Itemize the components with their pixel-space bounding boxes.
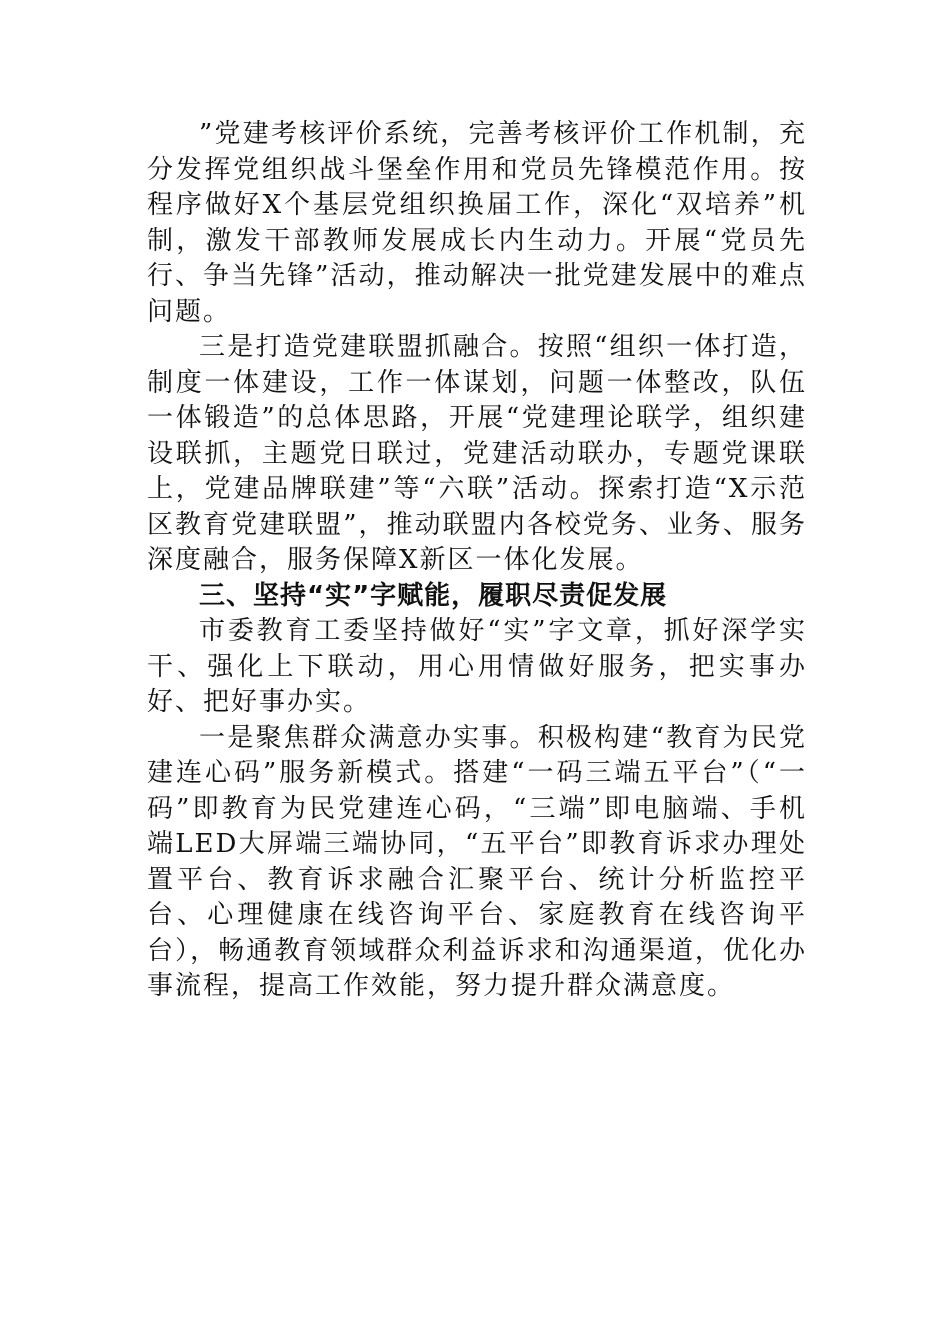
section-heading: 三、坚持“实”字赋能，履职尽责促发展 [199,580,668,611]
paragraph-party-evaluation: ”党建考核评价系统，完善考核评价工作机制，充分发挥党组织战斗堡垒作用和党员先锋模范作用。按程序做好X个基层党组织换届工作，深化“双培养”机制，激发干部教师发展成长内生动力。开展“党员先行、争当先锋”活动，推动解决一批党建发展中的难点问题。 [147,119,807,327]
paragraph-practical-affairs: 一是聚焦群众满意办实事。积极构建“教育为民党建连心码”服务新模式。搭建“一码三端五平台”（“一码”即教育为民党建连心码，“三端”即电脑端、手机端LED大屏端三端协同，“五平台”即教育诉求办理处置平台、教育诉求融合汇聚平台、统计分析监控平台、心理健康在线咨询平台、家庭教育在线咨询平台），畅通教育领域群众利益诉求和沟通渠道，优化办事流程，提高工作效能，努力提升群众满意度。 [147,722,807,1001]
document-body [147,117,807,1005]
paragraph-party-alliance: 三是打造党建联盟抓融合。按照“组织一体打造，制度一体建设，工作一体谋划，问题一体整改，队伍一体锻造”的总体思路，开展“党建理论联学，组织建设联抓，主题党日联过，党建活动联办，专题党课联上，党建品牌联建”等“六联”活动。探索打造“X示范区教育党建联盟”，推动联盟内各校党务、业务、服务深度融合，服务保障X新区一体化发展。 [147,332,807,575]
paragraph-section-intro: 市委教育工委坚持做好“实”字文章，抓好深学实干、强化上下联动，用心用情做好服务，把实事办好、把好事办实。 [147,616,807,717]
